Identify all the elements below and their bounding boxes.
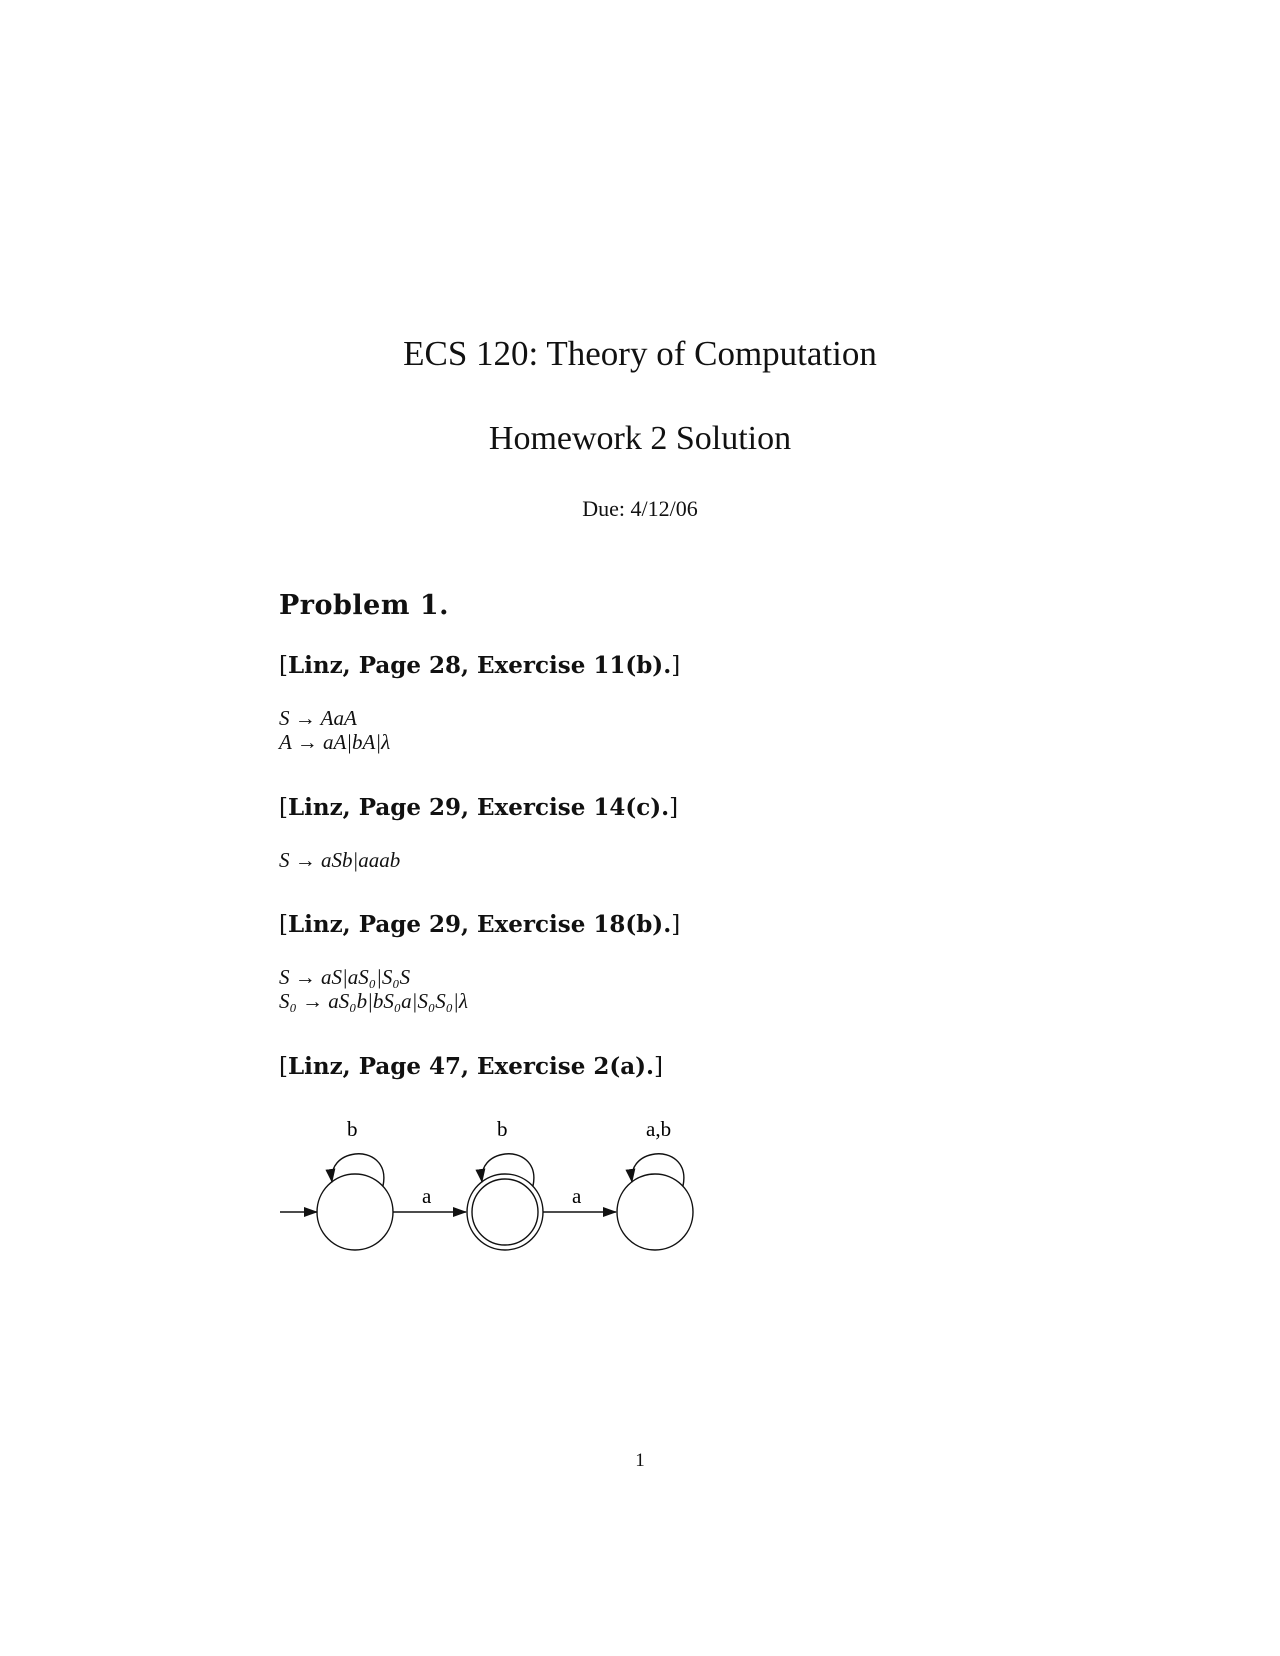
grammar-rule: S → AaA	[279, 706, 357, 730]
self-loop-label: b	[347, 1117, 358, 1141]
transition-label: a	[422, 1184, 432, 1208]
due-date: Due: 4/12/06	[582, 496, 698, 521]
exercise-heading: [Linz, Page 29, Exercise 18(b).]	[279, 911, 681, 938]
grammar-rules	[279, 965, 468, 1013]
dfa-diagram	[270, 1110, 710, 1260]
self-loop-label: a,b	[646, 1117, 672, 1141]
grammar-rule: A → aA|bA|λ	[279, 730, 391, 754]
state-circle	[617, 1174, 693, 1250]
exercise-heading: [Linz, Page 47, Exercise 2(a).]	[279, 1053, 664, 1080]
accepting-state-outer	[467, 1174, 543, 1250]
document-subtitle: Homework 2 Solution	[488, 420, 792, 457]
grammar-rule: S → aSb|aaab	[279, 848, 401, 872]
transition-label: a	[572, 1184, 582, 1208]
grammar-rule: S₀ → aS₀b|bS₀a|S₀S₀|λ	[279, 989, 468, 1013]
grammar-rules	[279, 848, 400, 872]
exercise-heading: [Linz, Page 28, Exercise 11(b).]	[279, 652, 681, 679]
self-loop-label: b	[497, 1117, 508, 1141]
state-circle	[317, 1174, 393, 1250]
grammar-rule: S → aS|aS₀|S₀S	[279, 965, 411, 989]
accepting-state-inner	[472, 1179, 538, 1245]
problem-heading: Problem 1.	[279, 590, 450, 621]
exercise-heading: [Linz, Page 29, Exercise 14(c).]	[279, 794, 679, 821]
document-title: ECS 120: Theory of Computation	[403, 334, 877, 373]
page-number: 1	[635, 1450, 645, 1471]
grammar-rules	[279, 706, 390, 754]
